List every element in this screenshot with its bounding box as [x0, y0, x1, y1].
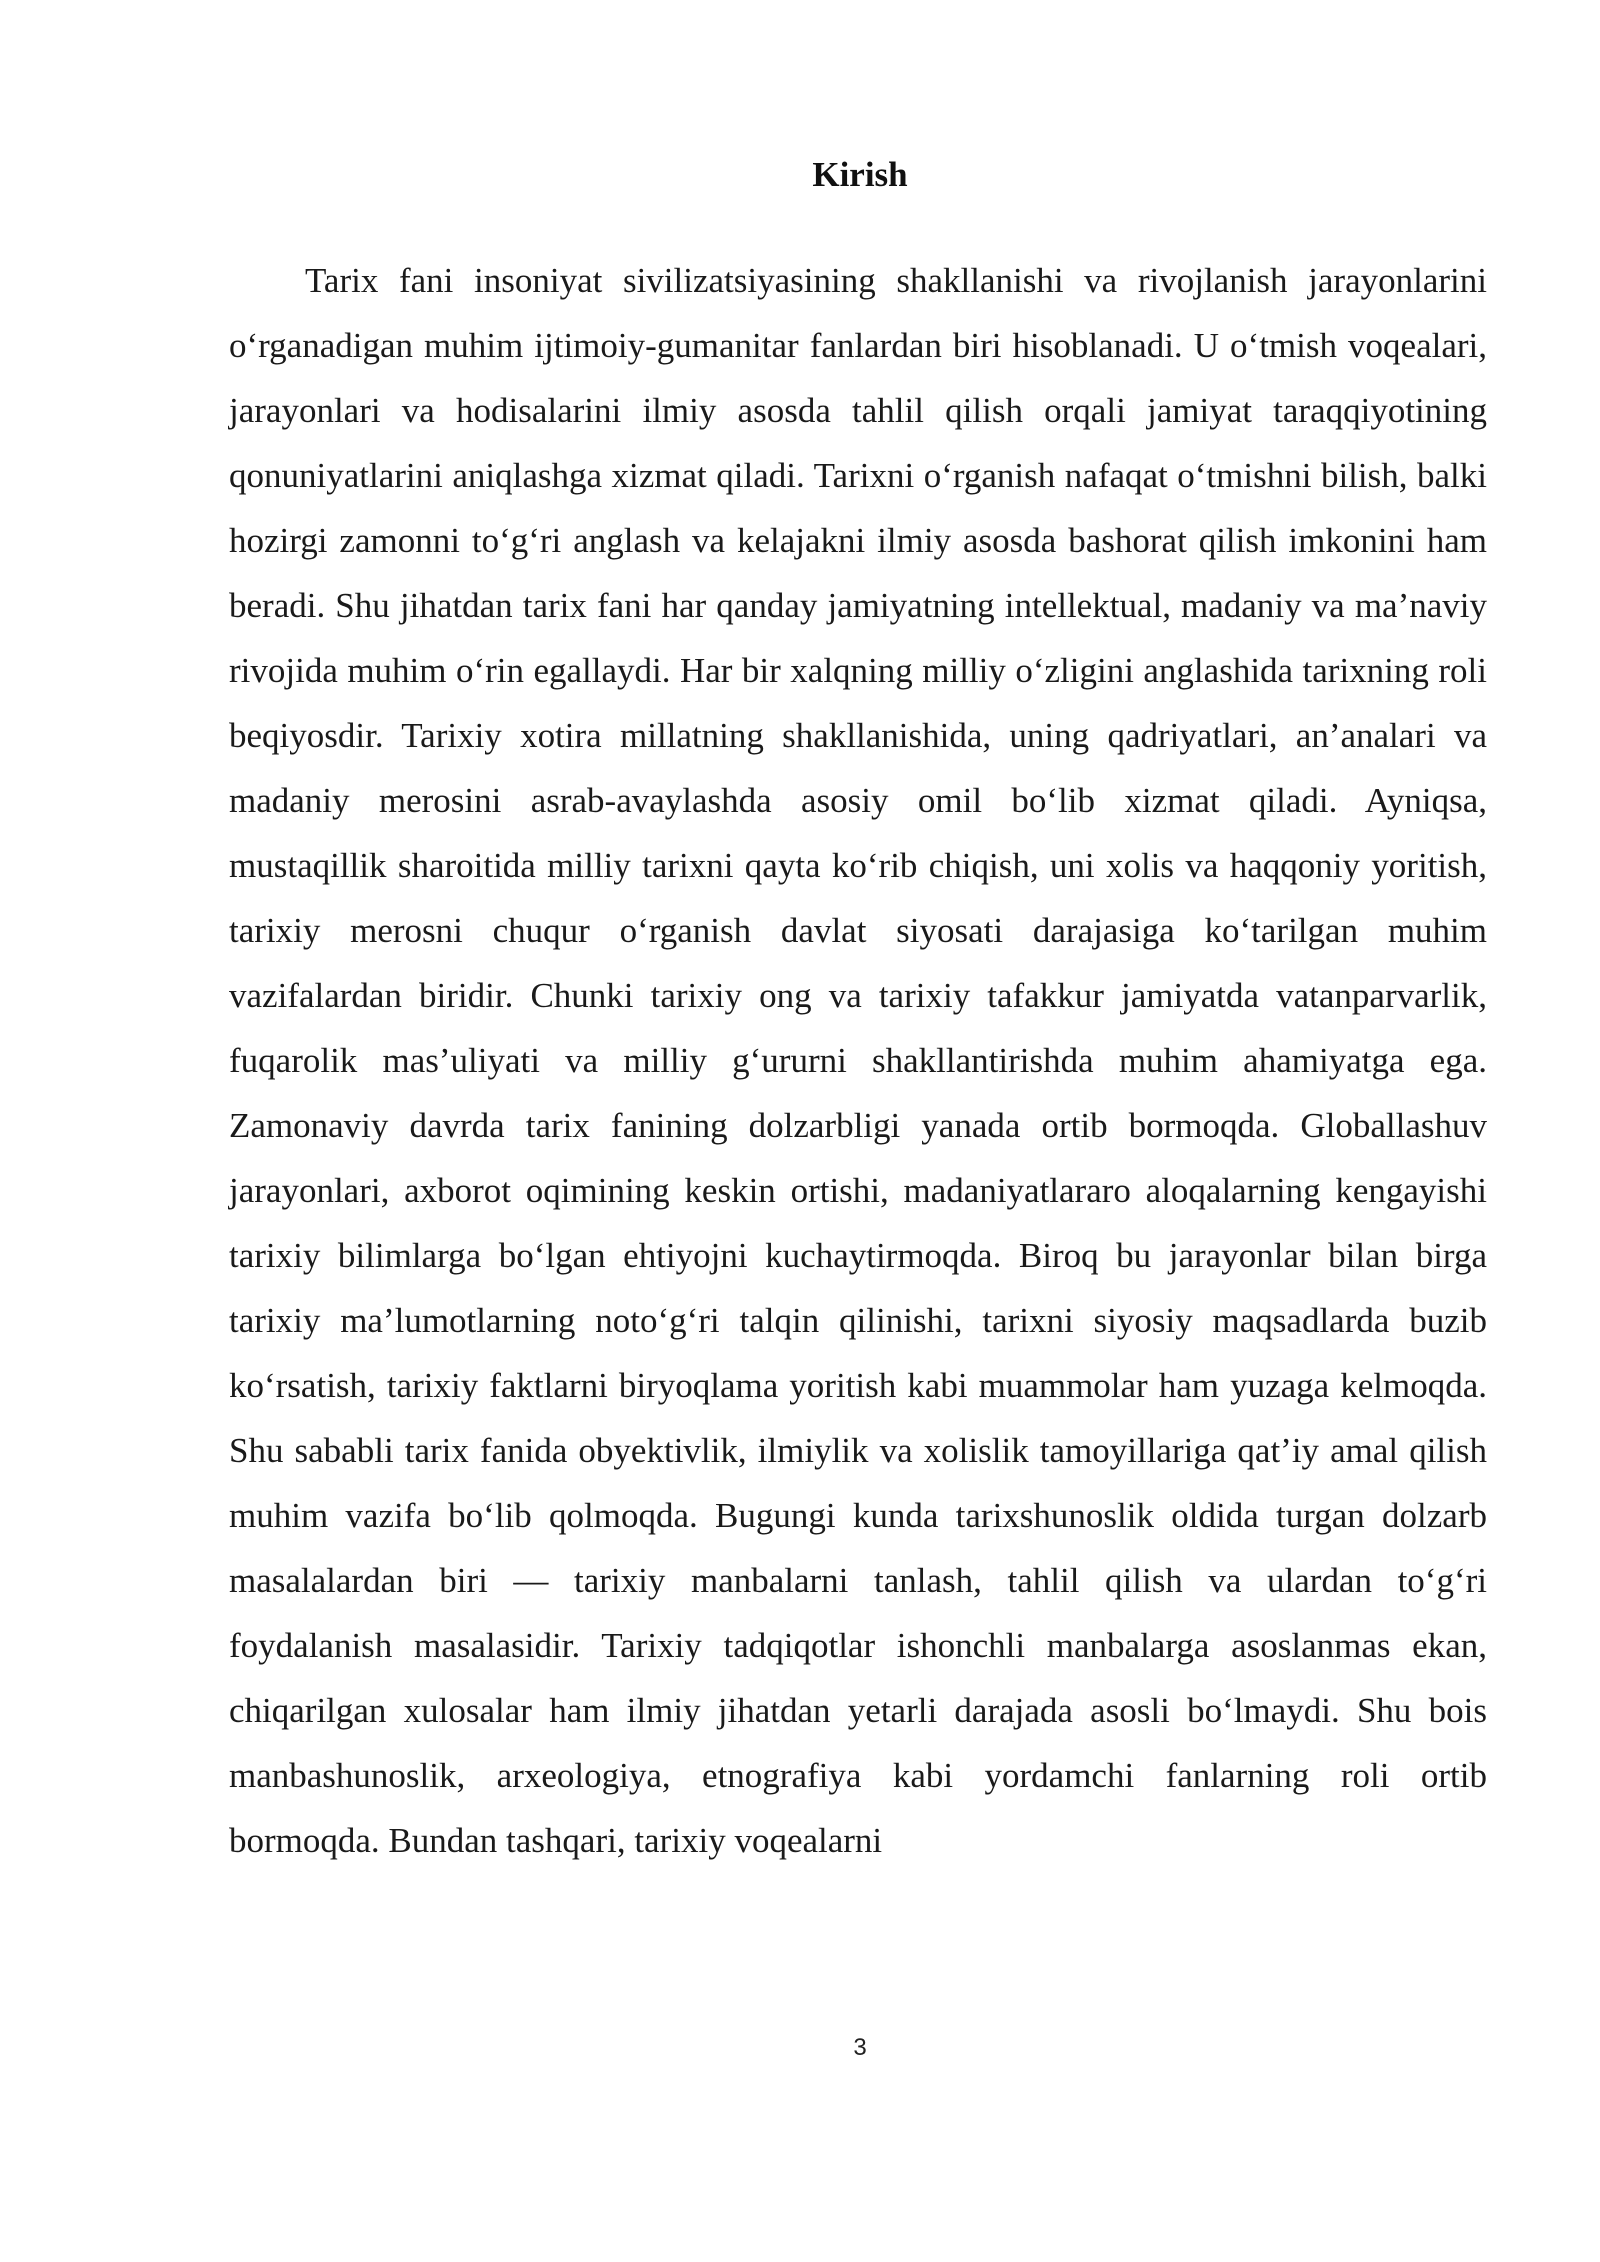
page-number: 3: [853, 2034, 867, 2061]
section-title: Kirish: [812, 155, 908, 194]
body-paragraph: Tarix fani insoniyat sivilizatsiyasining shakllanishi va rivojlanish jarayonlarini o‘rganadigan muhim ijtimoiy-gumanitar fanlardan biri hisoblanadi. U o‘tmish voqealari, jarayonlari va hodisalarini ilmiy asosda tahlil qilish orqali jamiyat taraqqiyotining qonuniyatlarini aniqlashga xizmat qiladi. Tarixni o‘rganish nafaqat o‘tmishni bilish, balki hozirgi zamonni to‘g‘ri anglash va kelajakni ilmiy asosda bashorat qilish imkonini ham beradi. Shu jihatdan tarix fani har qanday jamiyatning intellektual, madaniy va ma’naviy rivojida muhim o‘rin egallaydi. Har bir xalqning milliy o‘zligini anglashida tarixning roli beqiyosdir. Tarixiy xotira millatning shakllanishida, uning qadriyatlari, an’analari va madaniy merosini asrab-avaylashda asosiy omil bo‘lib xizmat qiladi. Ayniqsa, mustaqillik sharoitida milliy tarixni qayta ko‘rib chiqish, uni xolis va haqqoniy yoritish, tarixiy merosni chuqur o‘rganish davlat siyosati darajasiga ko‘tarilgan muhim vazifalardan biridir. Chunki tarixiy ong va tarixiy tafakkur jamiyatda vatanparvarlik, fuqarolik mas’uliyati va milliy g‘ururni shakllantirishda muhim ahamiyatga ega. Zamonaviy davrda tarix fanining dolzarbligi yanada ortib bormoqda. Globallashuv jarayonlari, axborot oqimining keskin ortishi, madaniyatlararo aloqalarning kengayishi tarixiy bilimlarga bo‘lgan ehtiyojni kuchaytirmoqda. Biroq bu jarayonlar bilan birga tarixiy ma’lumotlarning noto‘g‘ri talqin qilinishi, tarixni siyosiy maqsadlarda buzib ko‘rsatish, tarixiy faktlarni biryoqlama yoritish kabi muammolar ham yuzaga kelmoqda. Shu sababli tarix fanida obyektivlik, ilmiylik va xolislik tamoyillariga qat’iy amal qilish muhim vazifa bo‘lib qolmoqda. Bugungi kunda tarixshunoslik oldida turgan dolzarb masalalardan biri — tarixiy manbalarni tanlash, tahlil qilish va ulardan to‘g‘ri foydalanish masalasidir. Tarixiy tadqiqotlar ishonchli manbalarga asoslanmas ekan, chiqarilgan xulosalar ham ilmiy jihatdan yetarli darajada asosli bo‘lmaydi. Shu bois manbashunoslik, arxeologiya, etnografiya kabi yordamchi fanlarning roli ortib bormoqda. Bundan tashqari, tarixiy voqealarni: [229, 261, 1487, 1860]
